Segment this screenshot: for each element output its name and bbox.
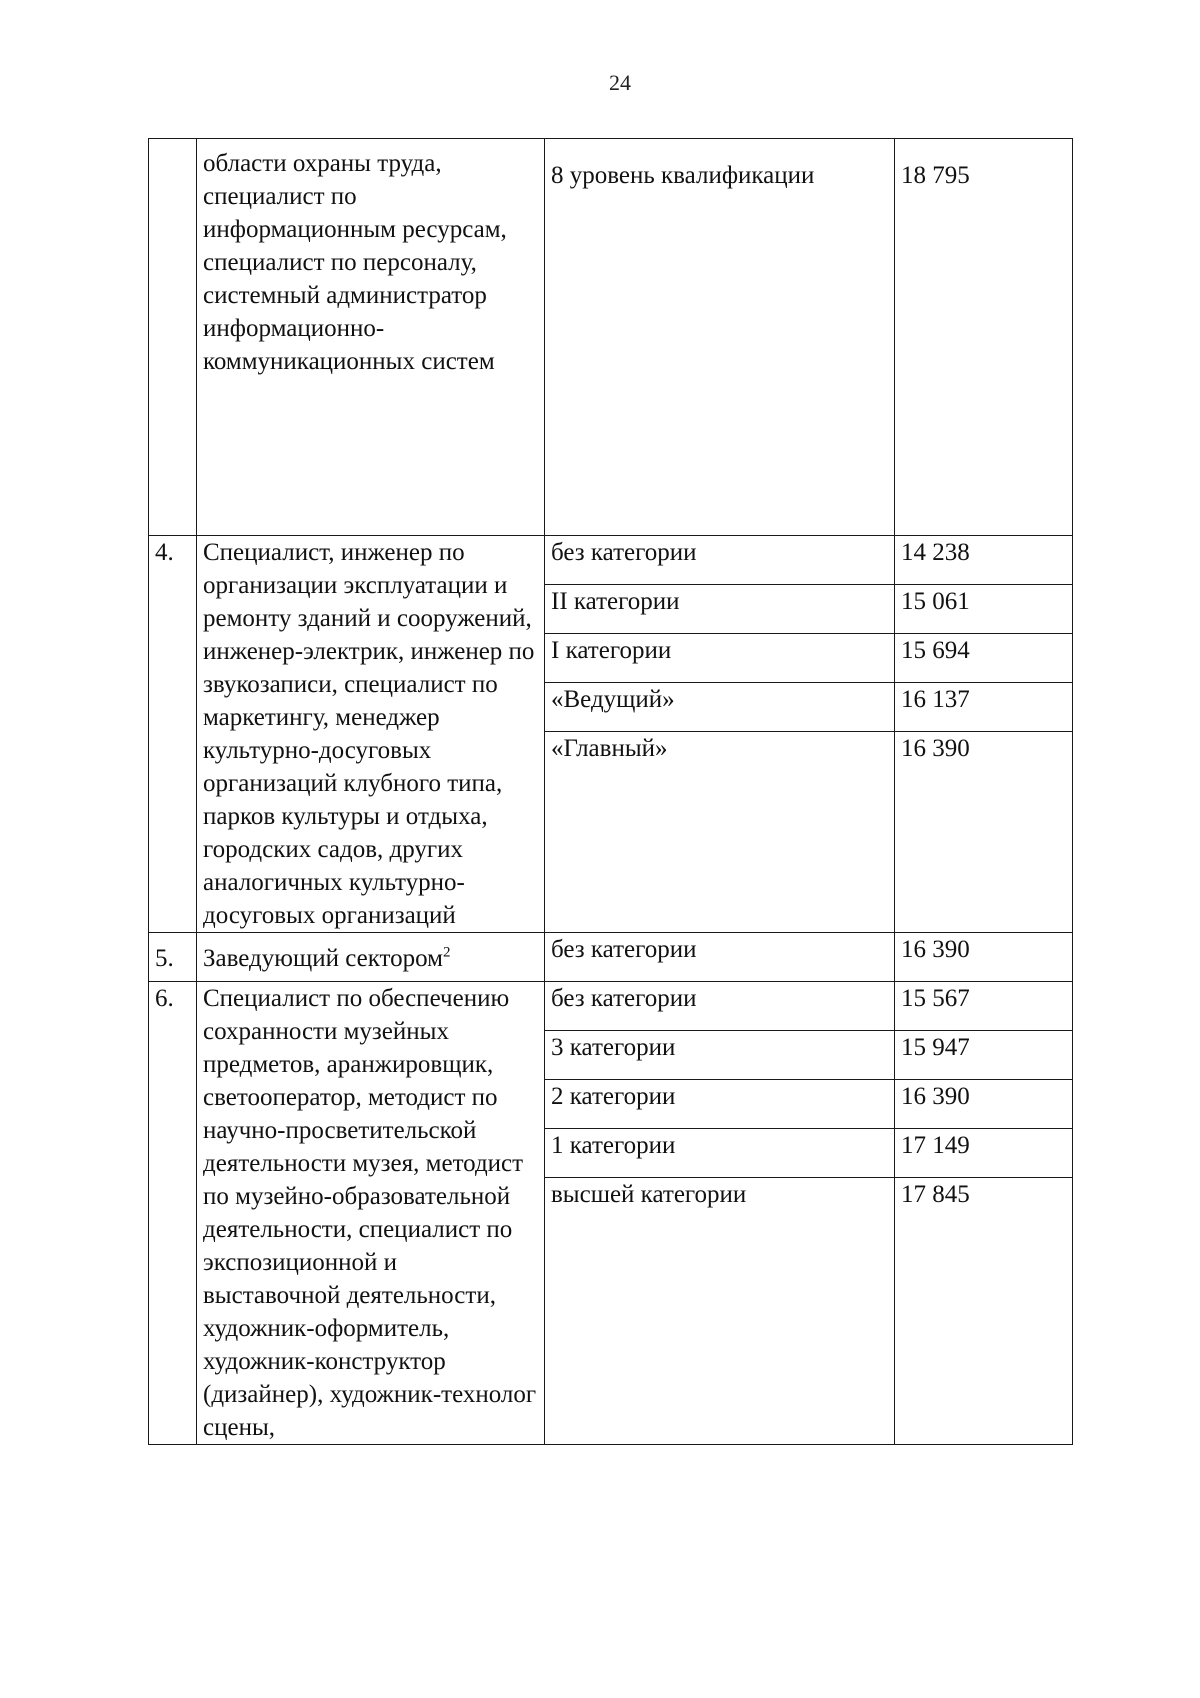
category-cell: «Ведущий» [545,683,895,732]
salary-cell: 17 149 [895,1129,1073,1178]
category-cell: без категории [545,536,895,585]
category-cell: высшей категории [545,1178,895,1445]
salary-cell: 17 845 [895,1178,1073,1445]
position-title: области охраны труда, специалист по информационным ресурсам, специалист по персоналу, системный администратор информационно-коммуникационных систем [197,139,545,536]
row-number: 6. [149,982,197,1445]
salary-cell: 15 694 [895,634,1073,683]
position-title: Специалист, инженер по организации эксплуатации и ремонту зданий и сооружений, инженер-электрик, инженер по звукозаписи, специалист по маркетингу, менеджер культурно-досуговых организаций клубного типа, парков культуры и отдыха, городских садов, других аналогичных культурно-досуговых организаций [197,536,545,933]
category-cell: без категории [545,982,895,1031]
row-number: 4. [149,536,197,933]
category-cell: II категории [545,585,895,634]
category-cell: 8 уровень квалификации [545,139,895,536]
category-cell: без категории [545,933,895,982]
row-number [149,139,197,536]
category-cell: 1 категории [545,1129,895,1178]
salary-cell: 15 061 [895,585,1073,634]
page-number: 24 [609,70,631,95]
salary-cell: 16 390 [895,1080,1073,1129]
table-row [149,933,1073,982]
position-title [197,933,545,982]
table-row [149,536,1073,585]
row-number: 5. [149,933,197,982]
salary-cell: 18 795 [895,139,1073,536]
category-cell: I категории [545,634,895,683]
salary-cell: 16 390 [895,933,1073,982]
salary-cell: 15 567 [895,982,1073,1031]
category-cell: «Главный» [545,732,895,933]
salary-cell: 15 947 [895,1031,1073,1080]
table-row [149,139,1073,536]
salary-cell: 16 390 [895,732,1073,933]
salary-cell: 14 238 [895,536,1073,585]
footnote-marker: 2 [442,944,451,961]
salary-table [148,138,1073,1445]
position-title-text: Заведующий сектором [203,945,443,972]
position-title: Специалист по обеспечению сохранности музейных предметов, аранжировщик, светооператор, методист по научно-просветительской деятельности музея, методист по музейно-образовательной деятельности, специалист по экспозиционной и выставочной деятельности, художник-оформитель, художник-конструктор (дизайнер), художник-технолог сцены, [197,982,545,1445]
table-row [149,982,1073,1031]
salary-cell: 16 137 [895,683,1073,732]
category-cell: 3 категории [545,1031,895,1080]
category-cell: 2 категории [545,1080,895,1129]
